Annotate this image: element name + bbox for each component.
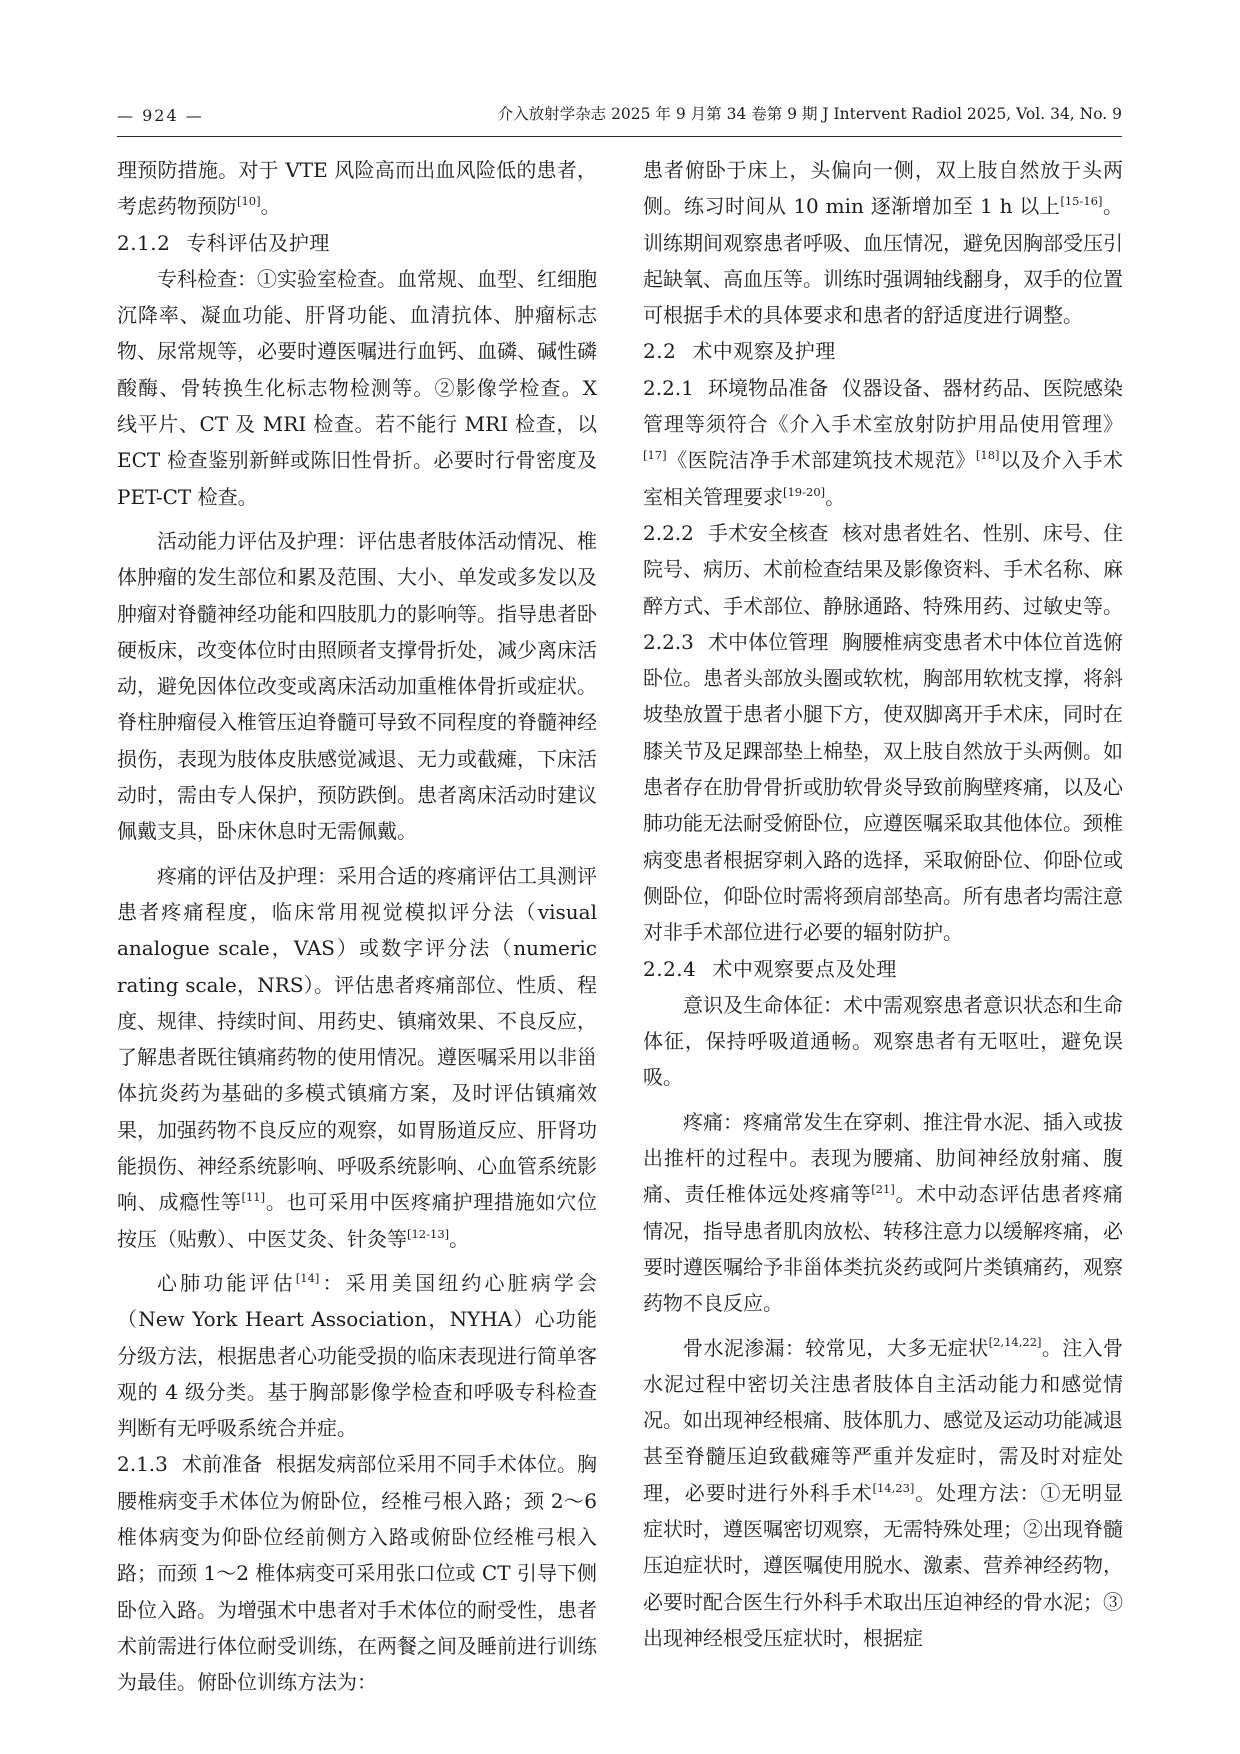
citation: [12-13] (407, 1226, 450, 1241)
citation: [11] (241, 1190, 266, 1205)
paragraph-prone-training: 患者俯卧于床上，头偏向一侧，双上肢自然放于头两侧。练习时间从 10 min 逐渐增加至 1 h 以上[15-16]。训练期间观察患者呼吸、血压情况，避免因胸部受压引起缺氧、高血压等。训练时强调轴线翻身，双手的位置可根据手术的具体要求和患者的舒适度进行调整。 (643, 158, 1123, 328)
citation: [14] (295, 1270, 320, 1285)
section-heading-2-1-2: 2.1.2 专科评估及护理 (117, 230, 330, 255)
paragraph-pain-assessment: 疼痛的评估及护理：采用合适的疼痛评估工具测评患者疼痛程度，临床常用视觉模拟评分法（visual analogue scale，VAS）或数字评分法（numeric rating scale，NRS）。评估患者疼痛部位、性质、程度、规律、持续时间、用药史、镇痛效果、不良反应，了解患者既往镇痛药物的使用情况。遵医嘱采用以非甾体抗炎药为基础的多模式镇痛方案，及时评估镇痛效果，加强药物不良反应的观察，如胃肠道反应、肝肾功能损伤、神经系统影响、呼吸系统影响、心血管系统影响、成瘾性等[11]。也可采用中医疼痛护理措施如穴位按压（贴敷）、中医艾灸、针灸等[12-13]。 (117, 863, 598, 1251)
right-column (643, 152, 1123, 1656)
citation: [18] (975, 448, 1000, 463)
citation: [10] (237, 194, 261, 209)
paragraph-cardiopulmonary: 心肺功能评估[14]：采用美国纽约心脏病学会（New York Heart Association，NYHA）心功能分级方法，根据患者心功能受损的临床表现进行简单客观的 4 级分类。基于胸部影像学检查和呼吸专科检查判断有无呼吸系统合并症。 (117, 1270, 597, 1441)
page-number: — 924 — (117, 106, 204, 125)
citation: [2,14,22] (988, 1335, 1042, 1350)
paragraph-2-1-3-preop: 2.1.3 术前准备 根据发病部位采用不同手术体位。胸腰椎病变手术体位为俯卧位，经椎弓根入路；颈 2～6 椎体病变为仰卧位经前侧方入路或俯卧位经椎弓根入路；而颈 1～2 椎体病变可采用张口位或 CT 引导下侧卧位入路。为增强术中患者对手术体位的耐受性，患者术前需进行体位耐受训练，在两餐之间及睡前进行训练为最佳。俯卧位训练方法为： (117, 1452, 598, 1695)
paragraph-specialist-exam: 专科检查：①实验室检查。血常规、血型、红细胞沉降率、凝血功能、肝肾功能、血清抗体、肿瘤标志物、尿常规等，必要时遵医嘱进行血钙、血磷、碱性磷酸酶、骨转换生化标志物检测等。②影像学检查。X 线平片、CT 及 MRI 检查。若不能行 MRI 检查，以 ECT 检查鉴别新鲜或陈旧性骨折。必要时行骨密度及 PET-CT 检查。 (117, 266, 597, 509)
section-heading-2-2-4: 2.2.4 术中观察要点及处理 (643, 956, 897, 981)
paragraph-2-2-3-positioning: 2.2.3 术中体位管理 胸腰椎病变患者术中体位首选俯卧位。患者头部放头圈或软枕，胸部用软枕支撑，将斜坡垫放置于患者小腿下方，使双脚离开手术床，同时在膝关节及足踝部垫上棉垫，双上肢自然放于头两侧。如患者存在肋骨骨折或肋软骨炎导致前胸壁疼痛，以及心肺功能无法耐受俯卧位，应遵医嘱采取其他体位。颈椎病变患者根据穿刺入路的选择，采取俯卧位、仰卧位或侧卧位，仰卧位时需将颈肩部垫高。所有患者均需注意对非手术部位进行必要的辐射防护。 (643, 629, 1124, 945)
paragraph-vte: 理预防措施。对于 VTE 风险高而出血风险低的患者，考虑药物预防[10]。 (117, 158, 597, 219)
paragraph-2-2-1-environment: 2.2.1 环境物品准备 仪器设备、器材药品、医院感染管理等须符合《介入手术室放射防护用品使用管理》[17]《医院洁净手术部建筑技术规范》[18]以及介入手术室相关管理要求[19-20]。 (643, 375, 1124, 509)
paragraph-vital-signs: 意识及生命体征：术中需观察患者意识状态和生命体征，保持呼吸道通畅。观察患者有无呕吐，避免误吸。 (643, 992, 1123, 1090)
citation: [21] (871, 1182, 895, 1197)
paragraph-cement-leakage: 骨水泥渗漏：较常见，大多无症状[2,14,22]。注入骨水泥过程中密切关注患者肢体自主活动能力和感觉情况。如出现神经根痛、肢体肌力、感觉及运动功能减退甚至脊髓压迫致截瘫等严重并发症时，需及时对症处理，必要时进行外科手术[14,23]。处理方法：①无明显症状时，遵医嘱密切观察，无需特殊处理；②出现脊髓压迫症状时，遵医嘱使用脱水、激素、营养神经药物，必要时配合医生行外科手术取出压迫神经的骨水泥；③出现神经根受压症状时，根据症 (643, 1335, 1124, 1650)
citation: [19-20] (783, 484, 826, 499)
running-header (117, 86, 1122, 137)
citation: [15-16] (1060, 194, 1103, 209)
paragraph-mobility: 活动能力评估及护理：评估患者肢体活动情况、椎体肿瘤的发生部位和累及范围、大小、单发或多发以及肿瘤对脊髓神经功能和四肢肌力的影响等。指导患者卧硬板床，改变体位时由照顾者支撑骨折处，减少离床活动，避免因体位改变或离床活动加重椎体骨折或症状。脊柱肿瘤侵入椎管压迫脊髓可导致不同程度的脊髓神经损伤，表现为肢体皮肤感觉减退、无力或截瘫，下床活动时，需由专人保护，预防跌倒。患者离床活动时建议佩戴支具，卧床休息时无需佩戴。 (117, 528, 597, 844)
journal-reference: 介入放射学杂志 2025 年 9 月第 34 卷第 9 期 J Intervent Radiol 2025, Vol. 34, No. 9 (497, 105, 1122, 123)
paragraph-intraop-pain: 疼痛：疼痛常发生在穿刺、推注骨水泥、插入或拔出推杆的过程中。表现为腰痛、肋间神经放射痛、腹痛、责任椎体远处疼痛等[21]。术中动态评估患者疼痛情况，指导患者肌肉放松、转移注意力以缓解疼痛，必要时遵医嘱给予非甾体类抗炎药或阿片类镇痛药，观察药物不良反应。 (643, 1109, 1124, 1316)
left-column (117, 152, 597, 1700)
section-heading-2-2: 2.2 术中观察及护理 (643, 339, 836, 364)
paragraph-2-2-2-safety-check: 2.2.2 手术安全核查 核对患者姓名、性别、床号、住院号、病历、术前检查结果及影像资料、手术名称、麻醉方式、手术部位、静脉通路、特殊用药、过敏史等。 (643, 520, 1124, 618)
citation: [17] (643, 448, 667, 463)
citation: [14,23] (872, 1480, 915, 1495)
